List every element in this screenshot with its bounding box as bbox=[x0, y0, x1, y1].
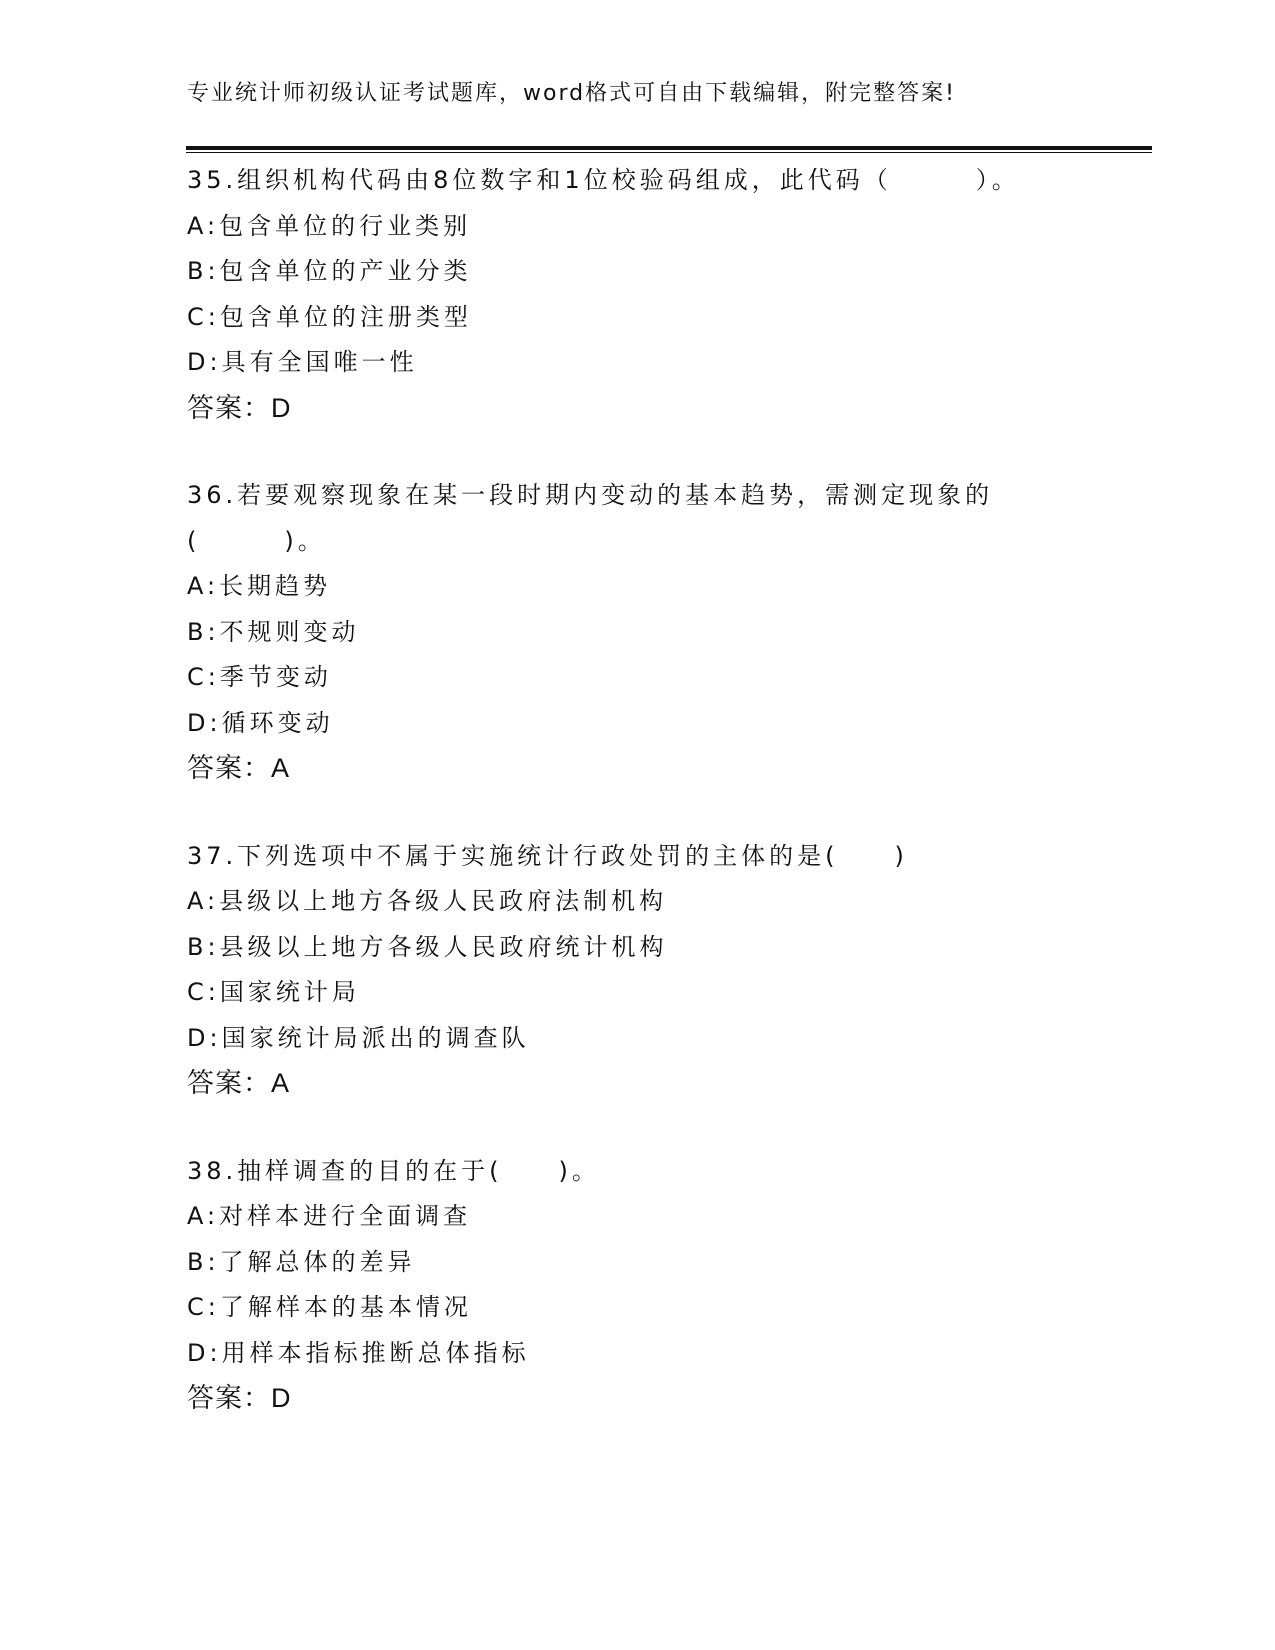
option-a: A:县级以上地方各级人民政府法制机构 bbox=[187, 887, 668, 915]
option-a: A:对样本进行全面调查 bbox=[187, 1202, 472, 1230]
question-37 bbox=[187, 834, 1147, 1107]
option-c: C:国家统计局 bbox=[187, 978, 360, 1006]
answer-label: 答案：D bbox=[187, 1383, 292, 1413]
question-stem: 37.下列选项中不属于实施统计行政处罚的主体的是( ) bbox=[187, 841, 908, 870]
option-b: B:县级以上地方各级人民政府统计机构 bbox=[187, 932, 668, 961]
page-header-text: 专业统计师初级认证考试题库，word格式可自由下载编辑，附完整答案! bbox=[187, 81, 956, 106]
option-d: D:循环变动 bbox=[187, 708, 334, 737]
option-c: C:季节变动 bbox=[187, 663, 332, 691]
answer-label: 答案：D bbox=[187, 392, 292, 423]
option-a: A:长期趋势 bbox=[187, 572, 332, 600]
question-stem-continued: ( )。 bbox=[187, 526, 326, 555]
header-rule-thick bbox=[186, 146, 1152, 150]
question-list bbox=[187, 158, 1147, 1464]
question-stem: 38.抽样调查的目的在于( )。 bbox=[187, 1156, 600, 1185]
answer-label: 答案：A bbox=[187, 753, 291, 783]
question-36 bbox=[187, 473, 1147, 792]
option-a: A:包含单位的行业类别 bbox=[187, 211, 472, 240]
option-b: B:包含单位的产业分类 bbox=[187, 257, 472, 285]
option-c: C:了解样本的基本情况 bbox=[187, 1293, 472, 1321]
option-c: C:包含单位的注册类型 bbox=[187, 302, 472, 331]
question-38 bbox=[187, 1149, 1147, 1422]
question-stem: 36.若要观察现象在某一段时期内变动的基本趋势，需测定现象的 bbox=[187, 481, 994, 509]
option-b: B:了解总体的差异 bbox=[187, 1247, 416, 1276]
option-b: B:不规则变动 bbox=[187, 617, 360, 646]
question-35 bbox=[187, 158, 1147, 431]
answer-label: 答案：A bbox=[187, 1068, 291, 1098]
option-d: D:国家统计局派出的调查队 bbox=[187, 1023, 530, 1052]
option-d: D:具有全国唯一性 bbox=[187, 348, 418, 376]
option-d: D:用样本指标推断总体指标 bbox=[187, 1338, 530, 1367]
header-rule-thin bbox=[186, 152, 1152, 153]
question-stem: 35.组织机构代码由8位数字和1位校验码组成，此代码（ ）。 bbox=[187, 166, 1020, 194]
